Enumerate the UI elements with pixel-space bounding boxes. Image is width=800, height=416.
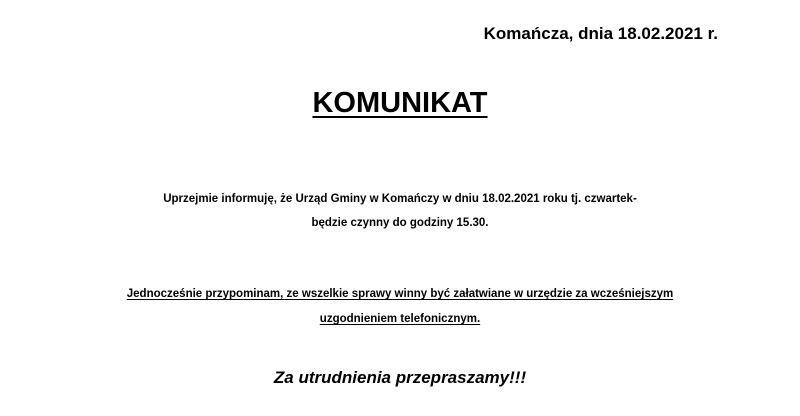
document-title bbox=[0, 86, 800, 121]
document-title-text: KOMUNIKAT bbox=[312, 87, 488, 119]
place-and-date: Komańcza, dnia 18.02.2021 r. bbox=[483, 24, 718, 43]
reminder-line-2 bbox=[0, 313, 800, 325]
announcement-line-1: Uprzejmie informuję, że Urząd Gminy w Komańczy w dniu 18.02.2021 roku tj. czwartek- bbox=[163, 193, 637, 205]
announcement-line-2: będzie czynny do godziny 15.30. bbox=[311, 217, 489, 229]
reminder-line-1 bbox=[0, 288, 800, 300]
reminder-line-1-text: Jednocześnie przypominam, ze wszelkie sprawy winny być załatwiane w urzędzie za wcześniejszym bbox=[126, 288, 674, 300]
closing-apology: Za utrudnienia przepraszamy!!! bbox=[273, 368, 527, 387]
reminder-line-2-text: uzgodnieniem telefonicznym. bbox=[319, 313, 481, 325]
